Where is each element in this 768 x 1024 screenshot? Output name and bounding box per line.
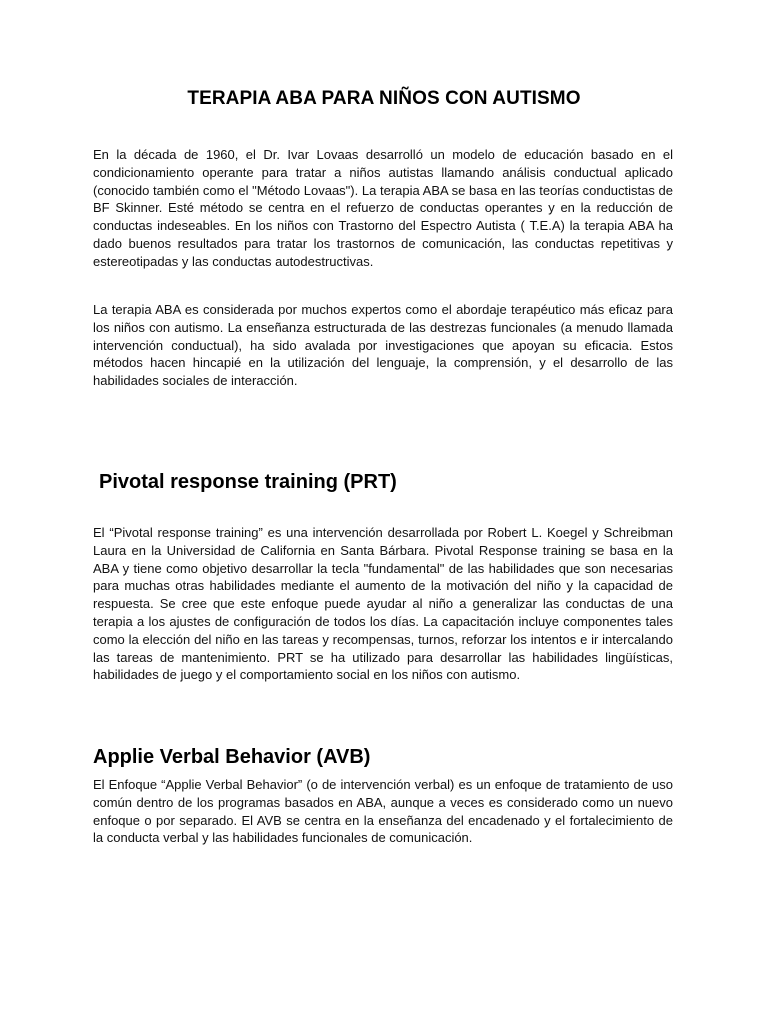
section-heading-avb: Applie Verbal Behavior (AVB) bbox=[93, 746, 371, 768]
intro-paragraph-2: La terapia ABA es considerada por muchos expertos como el abordaje terapéutico más eficaz para los niños con autismo. La enseñanza estructurada de las destrezas funcionales (a menudo llamada intervención conductual), ha sido avalada por investigaciones que apoyan su eficacia. Estos métodos hacen hincapié en la utilización del lenguaje, la comprensión, y el desarrollo de las habilidades sociales de interacción. bbox=[93, 302, 673, 389]
section-heading-prt: Pivotal response training (PRT) bbox=[99, 471, 397, 493]
intro-paragraph-1: En la década de 1960, el Dr. Ivar Lovaas desarrolló un modelo de educación basado en el condicionamiento operante para tratar a niños autistas llamando análisis conductual aplicado (conocido también como el "Método Lovaas"). La terapia ABA se basa en las teorías conductistas de BF Skinner. Esté método se centra en el refuerzo de conductas operantes y en la reducción de conductas indeseables. En los niños con Trastorno del Espectro Autista ( T.E.A) la terapia ABA ha dado buenos resultados para tratar los trastornos de comunicación, las conductas repetitivas y estereotipadas y las conductas autodestructivas. bbox=[93, 147, 673, 269]
section-paragraph-prt: El “Pivotal response training” es una intervención desarrollada por Robert L. Koegel y Schreibman Laura en la Universidad de California en Santa Bárbara. Pivotal Response training se basa en la ABA y tiene como objetivo desarrollar la tecla "fundamental" de las habilidades que son necesarias para muchas otras habilidades mediante el aumento de la motivación del niño y la capacidad de respuesta. Se cree que este enfoque puede ayudar al niño a generalizar las conductas de una terapia a los ajustes de configuración de todos los días. La capacitación incluye componentes tales como la elección del niño en las tareas y recompensas, turnos, reforzar los intentos e ir intercalando las tareas de mantenimiento. PRT se ha utilizado para desarrollar las habilidades lingüísticas, habilidades de juego y el comportamiento social en los niños con autismo. bbox=[93, 525, 673, 683]
section-paragraph-avb: El Enfoque “Applie Verbal Behavior” (o de intervención verbal) es un enfoque de tratamiento de uso común dentro de los programas basados en ABA, aunque a veces es considerado como un nuevo enfoque o por separado. El AVB se centra en la enseñanza del encadenado y el fortalecimiento de la conducta verbal y las habilidades funcionales de comunicación. bbox=[93, 777, 673, 846]
document-title: TERAPIA ABA PARA NIÑOS CON AUTISMO bbox=[187, 88, 581, 109]
